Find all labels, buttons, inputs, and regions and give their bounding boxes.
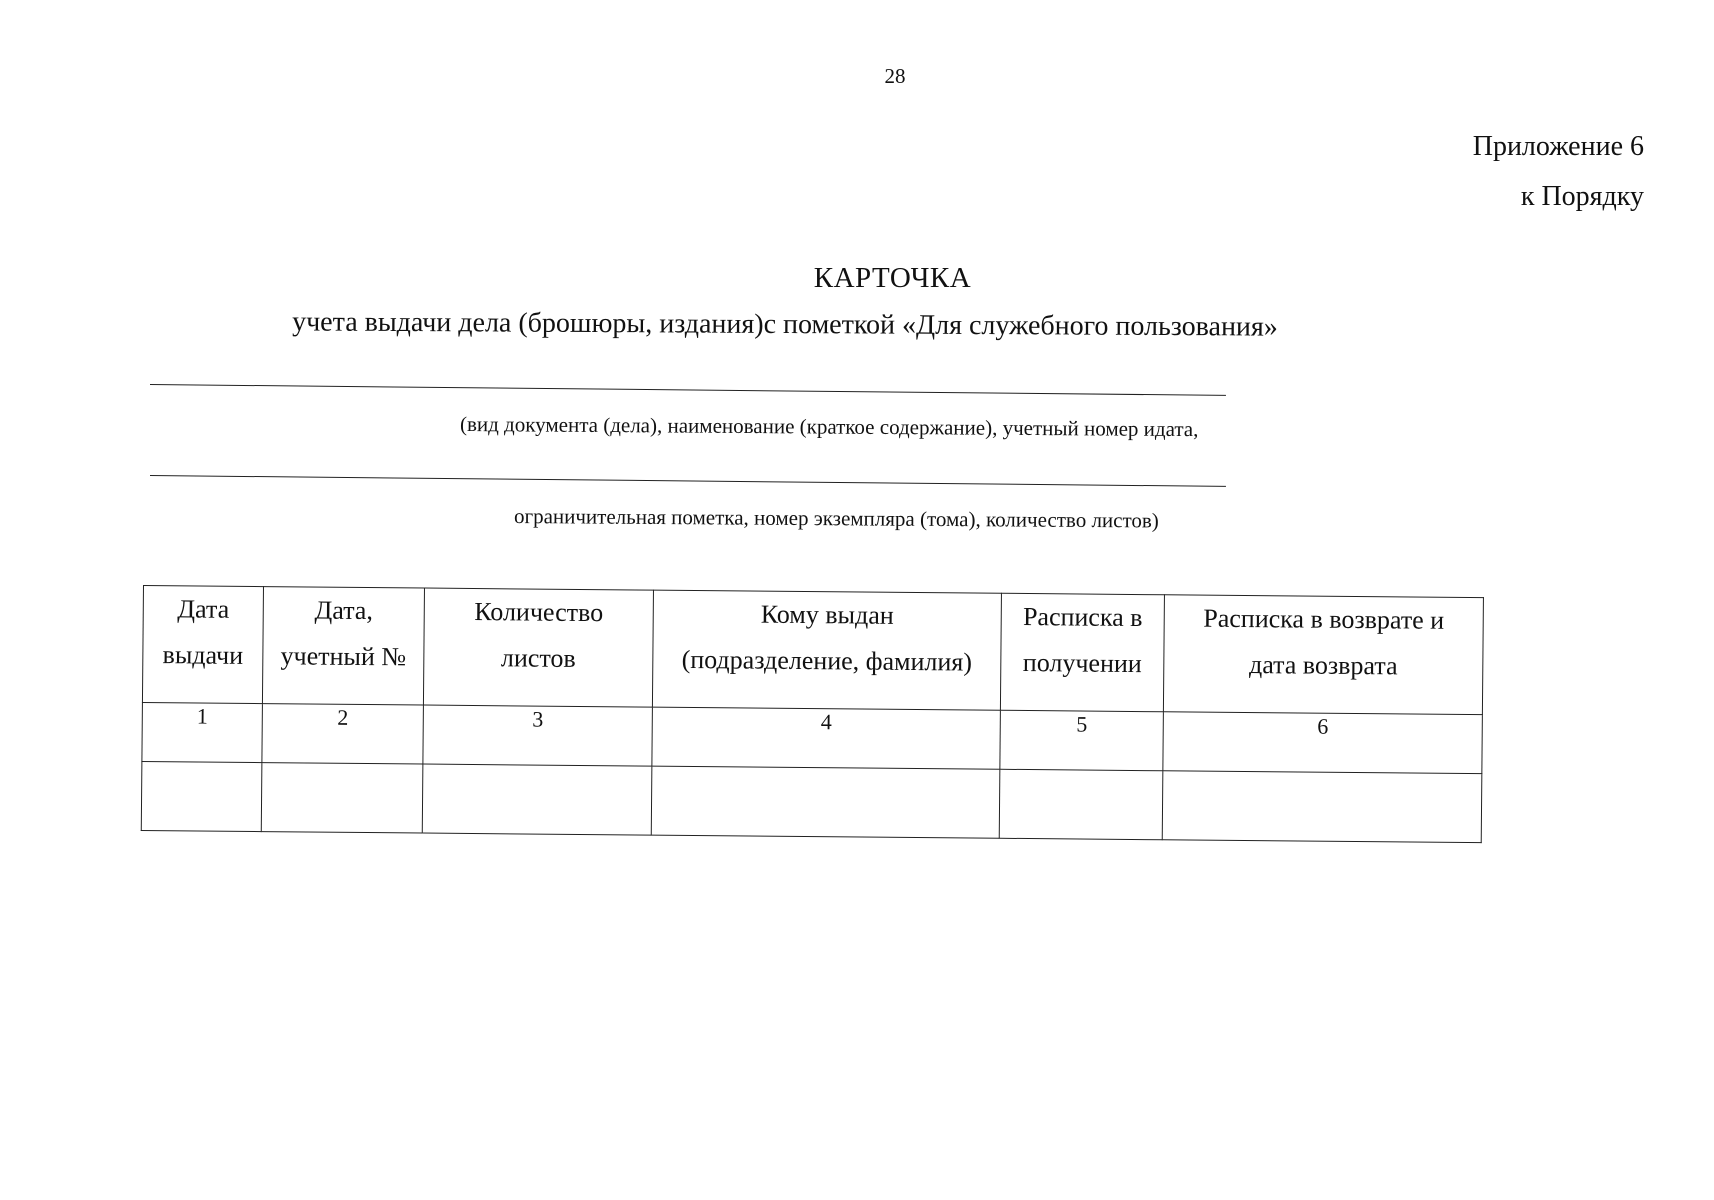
- field-caption-1: (вид документа (дела), наименование (краткое содержание), учетный номер идата,: [459, 412, 1199, 442]
- column-header-sheet-count: [423, 588, 653, 707]
- empty-entry-row: [141, 761, 1482, 842]
- table-header-row: [142, 586, 1483, 715]
- appendix-line-1: Приложение 6: [1472, 131, 1644, 162]
- column-number: 1: [142, 702, 263, 762]
- header-text-line: учетный №: [280, 641, 407, 672]
- column-header-issued-to: [652, 590, 1001, 710]
- header-text-line: (подразделение, фамилия): [681, 644, 973, 677]
- document-subtitle: учета выдачи дела (брошюры, издания)с пометкой «Для служебного пользования»: [292, 306, 1278, 343]
- column-header-return-signature: [1163, 595, 1483, 715]
- empty-cell: [651, 766, 1000, 838]
- appendix-reference: [1473, 122, 1644, 222]
- column-number: 2: [262, 704, 424, 764]
- card-table: [141, 585, 1484, 843]
- field-caption-2: ограничительная пометка, номер экземпляра (тома), количество листов): [513, 504, 1159, 533]
- column-number: 6: [1163, 712, 1483, 774]
- empty-cell: [261, 763, 423, 833]
- empty-cell: [1162, 771, 1482, 843]
- card-table-wrapper: [141, 585, 1483, 843]
- empty-cell: [999, 769, 1163, 839]
- header-text-line: Количество: [474, 597, 604, 628]
- header-text-line: Дата,: [314, 595, 374, 626]
- column-header-issue-date: [142, 586, 263, 704]
- header-text-line: получении: [1022, 647, 1142, 679]
- empty-cell: [141, 761, 262, 831]
- header-text-line: листов: [500, 643, 576, 673]
- header-text-line: Кому выдан: [760, 599, 894, 630]
- page-number: 28: [884, 64, 906, 88]
- column-header-receipt-signature: [1000, 593, 1164, 711]
- header-text-line: Расписка в возврате и: [1203, 603, 1445, 635]
- column-number: 4: [652, 707, 1001, 769]
- column-number: 5: [1000, 710, 1164, 770]
- empty-cell: [422, 764, 652, 835]
- header-text-line: выдачи: [162, 640, 244, 670]
- document-title: КАРТОЧКА: [813, 262, 972, 294]
- fill-in-line-1: [150, 384, 1226, 396]
- header-text-line: дата возврата: [1248, 650, 1398, 681]
- header-text-line: Расписка в: [1022, 601, 1143, 633]
- column-number: 3: [423, 705, 653, 766]
- header-text-line: Дата: [177, 594, 230, 624]
- column-header-date-account-number: [262, 587, 424, 705]
- appendix-line-2: к Порядку: [1520, 181, 1644, 212]
- fill-in-line-2: [150, 475, 1226, 487]
